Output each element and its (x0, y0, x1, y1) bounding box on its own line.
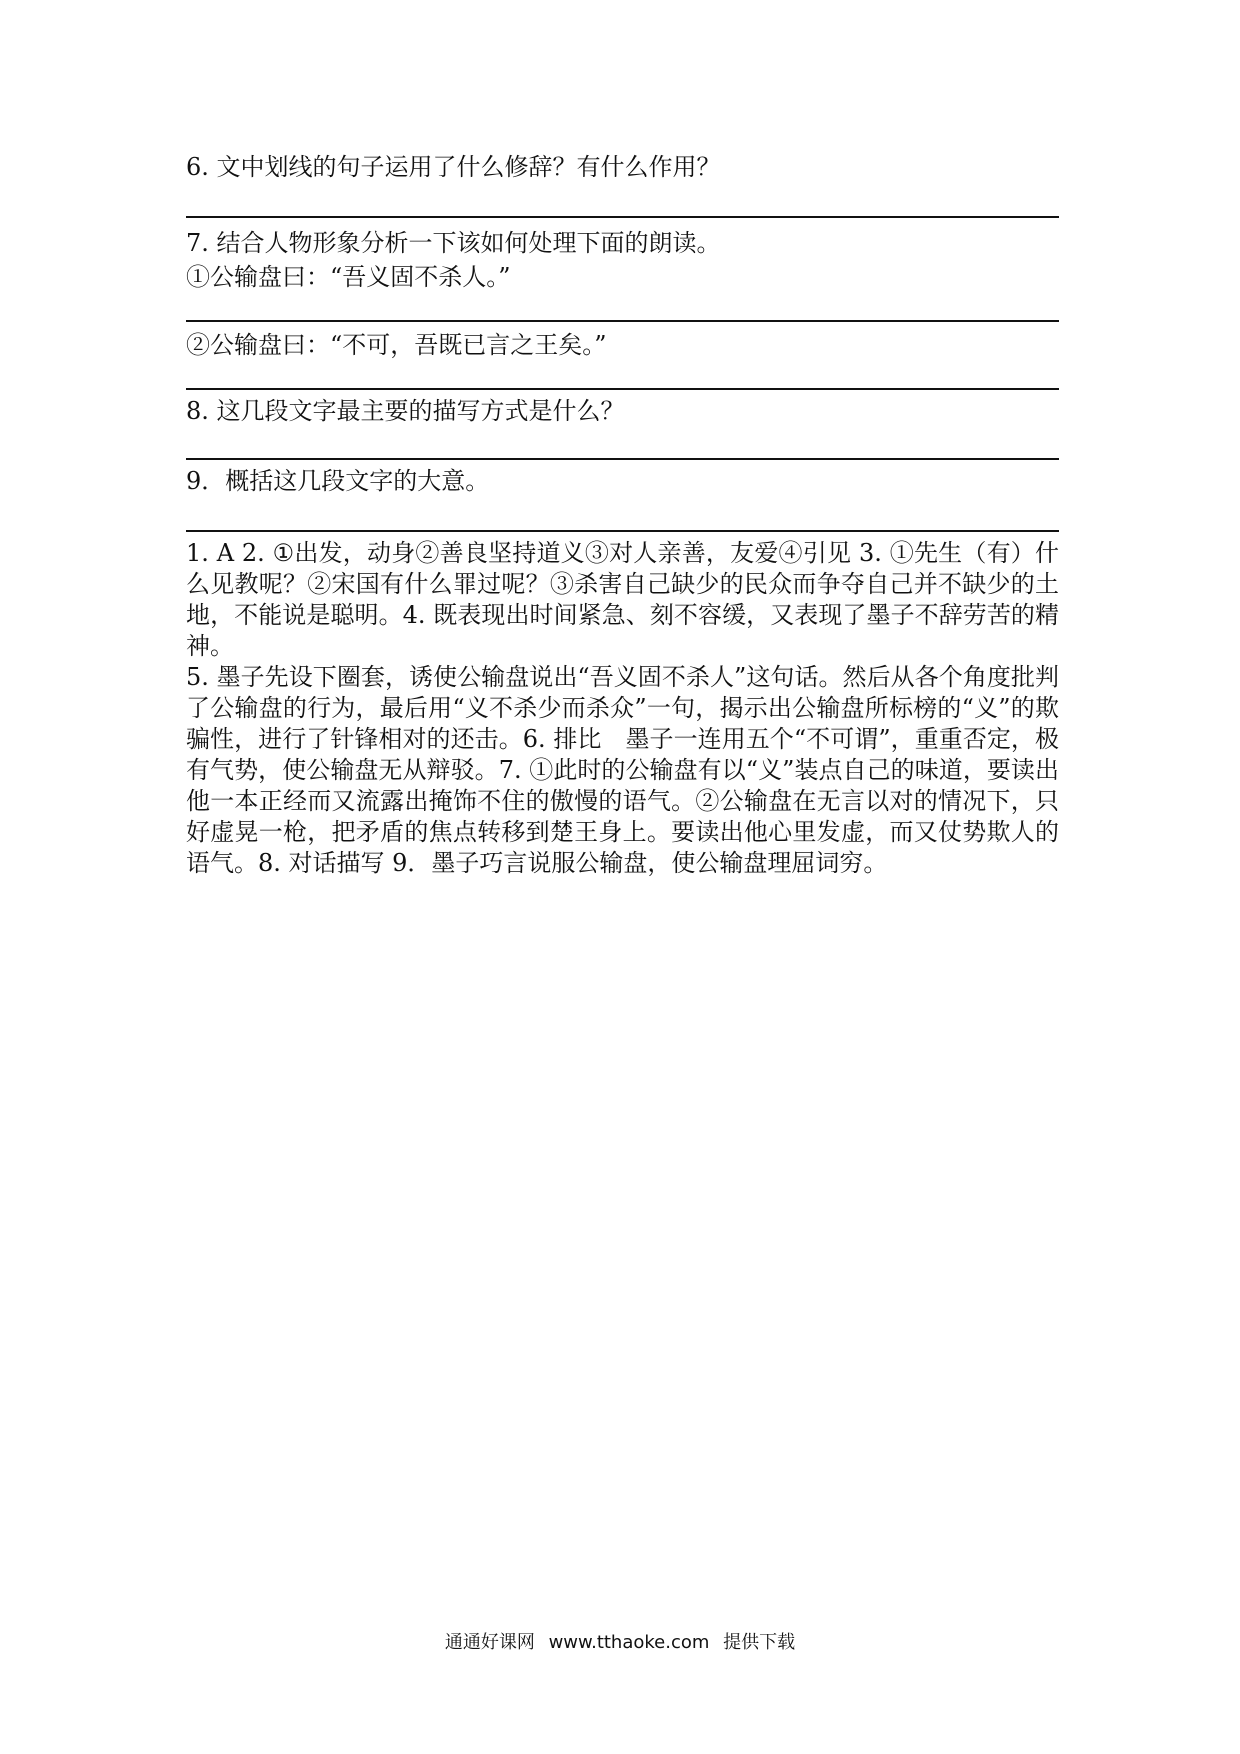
answer-line (186, 458, 1059, 460)
question-9: 9．概括这几段文字的大意。 (186, 467, 490, 495)
answer-line (186, 388, 1059, 390)
answer-paragraph-1: 1. A 2. ①出发，动身②善良坚持道义③对人亲善，友爱④引见 3. ①先生（有）什么见教呢？②宋国有什么罪过呢？③杀害自己缺少的民众而争夺自己并不缺少的土地，不能说是聪明。4. 既表现出时间紧急、刻不容缓，又表现了墨子不辞劳苦的精神。 (186, 539, 1059, 660)
question-7-title: 7. 结合人物形象分析一下该如何处理下面的朗读。 (186, 229, 721, 257)
question-6: 6. 文中划线的句子运用了什么修辞？有什么作用？ (186, 153, 721, 181)
footer-url[interactable]: www.tthaoke.com (548, 1632, 710, 1653)
answer-paragraph-2: 5. 墨子先设下圈套，诱使公输盘说出“吾义固不杀人”这句话。然后从各个角度批判了公输盘的行为，最后用“义不杀少而杀众”一句，揭示出公输盘所标榜的“义”的欺骗性，进行了针锋相对的还击。6. 排比 墨子一连用五个“不可谓”，重重否定，极有气势，使公输盘无从辩驳。7. ①此时的公输盘有以“义”装点自己的味道，要读出他一本正经而又流露出掩饰不住的傲慢的语气。②公输盘在无言以对的情况下，只好虚晃一枪，把矛盾的焦点转移到楚王身上。要读出他心里发虚，而又仗势欺人的语气。8. 对话描写 9．墨子巧言说服公输盘，使公输盘理屈词穷。 (186, 663, 1059, 877)
answer-key (186, 538, 1059, 879)
answer-line (186, 530, 1059, 532)
question-8: 8. 这几段文字最主要的描写方式是什么？ (186, 397, 625, 425)
footer-site-name: 通通好课网 (444, 1632, 535, 1653)
question-7-item-2: ②公输盘曰：“不可，吾既已言之王矣。” (186, 331, 607, 359)
worksheet-content (186, 140, 1059, 879)
answer-line (186, 320, 1059, 322)
footer-suffix: 提供下载 (723, 1632, 796, 1653)
question-7-item-1: ①公输盘曰：“吾义固不杀人。” (186, 263, 511, 291)
page-footer (0, 1628, 1240, 1654)
answer-line (186, 216, 1059, 218)
